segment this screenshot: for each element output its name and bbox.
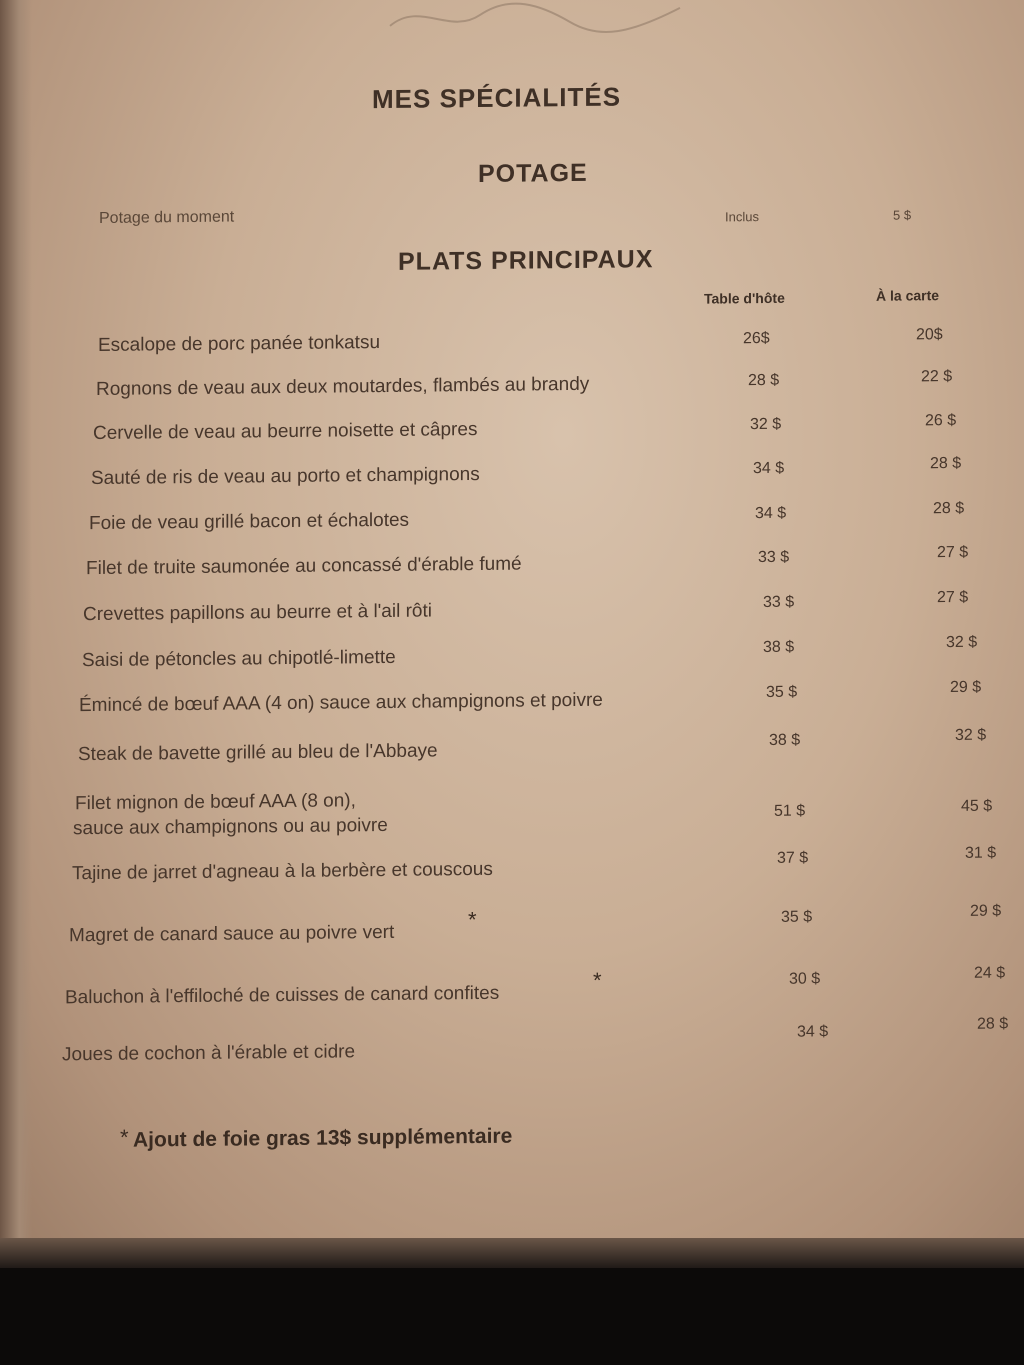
menu-item-a-la-carte-price: 26 $ [925,411,957,430]
menu-item-name: Foie de veau grillé bacon et échalotes [89,509,410,535]
menu-item-name: Escalope de porc panée tonkatsu [98,332,381,356]
soup-heading: POTAGE [478,158,588,188]
menu-item-table-hote-price: 35 $ [766,683,798,701]
menu-item-table-hote-price: 33 $ [758,548,790,567]
menu-item-a-la-carte-price: 22 $ [921,368,953,386]
menu-item-name: Sauté de ris de veau au porto et champignons [91,463,480,490]
soup-a-la-carte-price: 5 $ [893,207,912,223]
menu-item-table-hote-price: 33 $ [763,593,795,612]
menu-item-name-line2: sauce aux champignons ou au poivre [73,814,388,840]
menu-item-a-la-carte-price: 29 $ [970,902,1002,920]
menu-item-name: Crevettes papillons au beurre et à l'ail rôti [83,600,432,626]
menu-title: MES SPÉCIALITÉS [372,81,622,115]
menu-item-a-la-carte-price: 29 $ [950,678,982,697]
menu-item-table-hote-price: 34 $ [753,459,785,478]
menu-item-name: Baluchon à l'effiloché de cuisses de canard confites [65,982,500,1009]
menu-item-name: Filet de truite saumonée au concassé d'érable fumé [86,553,522,580]
menu-item-a-la-carte-price: 28 $ [930,454,962,473]
menu-item-name: Steak de bavette grillé au bleu de l'Abbaye [78,740,438,766]
page-binding-edge [0,0,32,1258]
menu-item-name: Tajine de jarret d'agneau à la berbère et couscous [72,858,493,885]
menu-item-table-hote-price: 32 $ [750,415,782,434]
foie-gras-marker: * [468,907,477,933]
menu-item-table-hote-price: 28 $ [748,371,780,390]
menu-item-name: Filet mignon de bœuf AAA (8 on), [75,790,356,815]
soup-table-hote-price: Inclus [725,209,759,225]
menu-item-a-la-carte-price: 45 $ [961,797,993,815]
menu-item-table-hote-price: 38 $ [769,731,801,749]
handwritten-scribble [380,0,700,46]
foie-gras-marker: * [593,967,602,993]
column-header-a-la-carte: À la carte [876,287,940,304]
menu-item-name: Émincé de bœuf AAA (4 on) sauce aux champignons et poivre [79,689,603,717]
footnote-marker: * [120,1124,129,1150]
menu-item-table-hote-price: 38 $ [763,638,795,657]
menu-item-a-la-carte-price: 27 $ [937,543,969,562]
menu-item-a-la-carte-price: 24 $ [974,964,1006,982]
menu-item-name: Saisi de pétoncles au chipotlé-limette [82,646,396,672]
menu-item-table-hote-price: 51 $ [774,802,806,820]
menu-item-table-hote-price: 26$ [743,329,770,348]
menu-item-name: Joues de cochon à l'érable et cidre [62,1041,356,1066]
menu-item-a-la-carte-price: 32 $ [955,726,987,744]
menu-item-a-la-carte-price: 27 $ [937,588,969,607]
menu-item-name: Magret de canard sauce au poivre vert [69,921,395,947]
foie-gras-footnote: Ajout de foie gras 13$ supplémentaire [133,1124,513,1152]
menu-item-table-hote-price: 37 $ [777,849,809,867]
menu-item-a-la-carte-price: 31 $ [965,844,997,862]
column-header-table-hote: Table d'hôte [704,289,785,307]
menu-item-table-hote-price: 30 $ [789,970,821,988]
menu-item-name: Cervelle de veau au beurre noisette et câpres [93,418,478,445]
menu-item-a-la-carte-price: 28 $ [977,1015,1009,1033]
menu-item-table-hote-price: 35 $ [781,908,813,926]
page-bottom-shadow [0,1238,1024,1268]
menu-item-a-la-carte-price: 20$ [916,326,943,344]
menu-item-table-hote-price: 34 $ [797,1023,829,1041]
menu-item-name: Rognons de veau aux deux moutardes, flambés au brandy [96,373,590,400]
menu-item-table-hote-price: 34 $ [755,504,787,523]
soup-item-name: Potage du moment [99,208,235,227]
menu-item-a-la-carte-price: 28 $ [933,499,965,518]
menu-item-a-la-carte-price: 32 $ [946,633,978,652]
mains-heading: PLATS PRINCIPAUX [398,245,654,276]
